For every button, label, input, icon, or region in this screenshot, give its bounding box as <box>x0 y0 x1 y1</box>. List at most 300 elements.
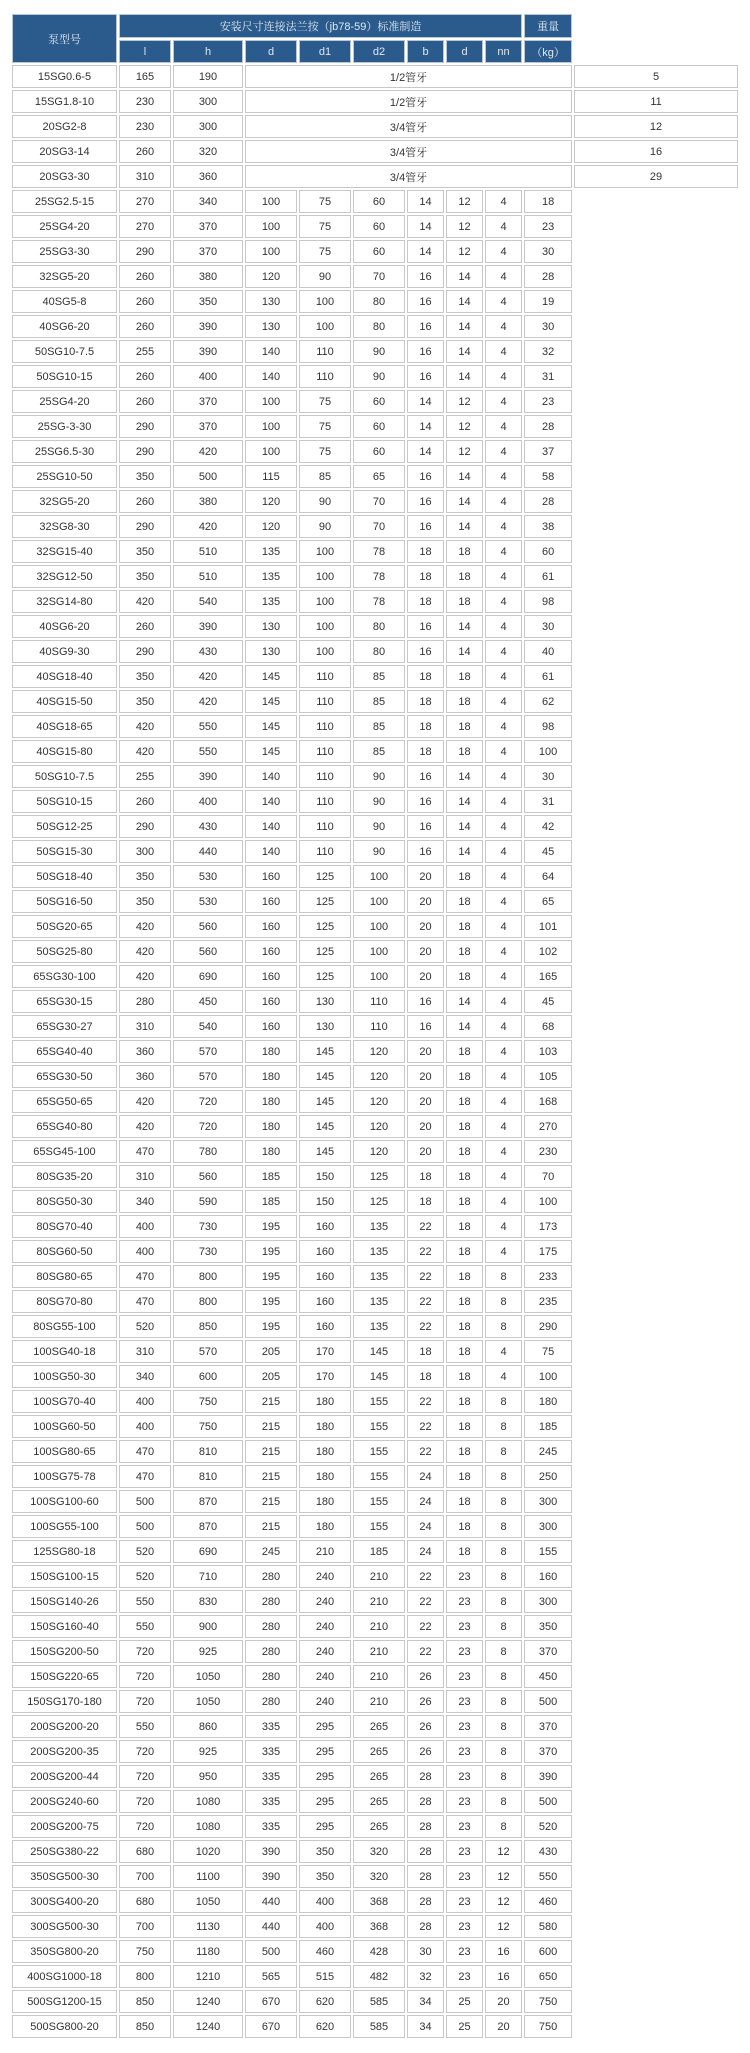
table-row <box>12 1565 738 1588</box>
table-row <box>12 1940 738 1963</box>
table-row <box>12 1090 738 1113</box>
table-row <box>12 1315 738 1338</box>
cell-d: 160 <box>245 890 297 913</box>
table-row <box>12 490 738 513</box>
cell-model: 100SG60-50 <box>12 1415 117 1438</box>
cell-b: 16 <box>407 490 444 513</box>
cell-b: 16 <box>407 615 444 638</box>
cell-b: 32 <box>407 1965 444 1988</box>
cell-l: 360 <box>119 1065 171 1088</box>
cell-d-bolt: 12 <box>446 215 483 238</box>
cell-d: 160 <box>245 1015 297 1038</box>
cell-h: 420 <box>173 690 243 713</box>
cell-weight: 460 <box>524 1890 572 1913</box>
cell-l: 230 <box>119 90 171 113</box>
header-model: 泵型号 <box>12 14 117 63</box>
cell-weight: 370 <box>524 1740 572 1763</box>
cell-model: 65SG30-100 <box>12 965 117 988</box>
cell-nn: 4 <box>485 1015 522 1038</box>
cell-l: 350 <box>119 540 171 563</box>
cell-d1: 100 <box>299 590 351 613</box>
table-row <box>12 1515 738 1538</box>
cell-nn: 12 <box>485 1865 522 1888</box>
cell-model: 200SG200-44 <box>12 1765 117 1788</box>
cell-weight: 75 <box>524 1340 572 1363</box>
cell-nn: 4 <box>485 290 522 313</box>
cell-weight: 430 <box>524 1840 572 1863</box>
cell-d2: 210 <box>353 1590 405 1613</box>
cell-d1: 160 <box>299 1240 351 1263</box>
cell-nn: 20 <box>485 2015 522 2038</box>
cell-d1: 100 <box>299 565 351 588</box>
cell-weight: 100 <box>524 1365 572 1388</box>
cell-l: 720 <box>119 1665 171 1688</box>
cell-weight: 18 <box>524 190 572 213</box>
cell-d: 180 <box>245 1115 297 1138</box>
cell-h: 420 <box>173 515 243 538</box>
table-row <box>12 365 738 388</box>
cell-h: 570 <box>173 1065 243 1088</box>
cell-d2: 70 <box>353 490 405 513</box>
cell-flange-thread: 3/4管牙 <box>245 165 572 188</box>
cell-model: 40SG9-30 <box>12 640 117 663</box>
cell-h: 560 <box>173 940 243 963</box>
cell-d1: 125 <box>299 940 351 963</box>
cell-d2: 78 <box>353 565 405 588</box>
cell-d: 145 <box>245 715 297 738</box>
cell-weight: 5 <box>574 65 738 88</box>
cell-d: 670 <box>245 1990 297 2013</box>
cell-flange-thread: 3/4管牙 <box>245 115 572 138</box>
cell-h: 190 <box>173 65 243 88</box>
cell-d1: 295 <box>299 1815 351 1838</box>
cell-l: 260 <box>119 315 171 338</box>
cell-d2: 482 <box>353 1965 405 1988</box>
cell-h: 550 <box>173 740 243 763</box>
cell-d-bolt: 18 <box>446 940 483 963</box>
cell-d2: 80 <box>353 290 405 313</box>
cell-h: 390 <box>173 765 243 788</box>
cell-d: 160 <box>245 940 297 963</box>
cell-l: 350 <box>119 665 171 688</box>
cell-d: 180 <box>245 1090 297 1113</box>
cell-d-bolt: 23 <box>446 1865 483 1888</box>
cell-model: 500SG800-20 <box>12 2015 117 2038</box>
cell-d1: 110 <box>299 690 351 713</box>
cell-model: 350SG800-20 <box>12 1940 117 1963</box>
cell-d2: 145 <box>353 1365 405 1388</box>
cell-weight: 19 <box>524 290 572 313</box>
cell-d-bolt: 23 <box>446 1715 483 1738</box>
cell-model: 20SG2-8 <box>12 115 117 138</box>
cell-l: 720 <box>119 1690 171 1713</box>
cell-h: 380 <box>173 490 243 513</box>
cell-d: 140 <box>245 840 297 863</box>
cell-b: 16 <box>407 815 444 838</box>
cell-b: 18 <box>407 1365 444 1388</box>
cell-weight: 245 <box>524 1440 572 1463</box>
cell-d1: 295 <box>299 1715 351 1738</box>
cell-d2: 60 <box>353 415 405 438</box>
cell-nn: 4 <box>485 1065 522 1088</box>
cell-weight: 390 <box>524 1765 572 1788</box>
cell-d: 565 <box>245 1965 297 1988</box>
header-col-h: h <box>173 40 243 63</box>
cell-nn: 12 <box>485 1840 522 1863</box>
cell-d: 440 <box>245 1915 297 1938</box>
cell-d: 185 <box>245 1190 297 1213</box>
cell-d-bolt: 14 <box>446 315 483 338</box>
cell-l: 420 <box>119 590 171 613</box>
cell-h: 720 <box>173 1090 243 1113</box>
cell-nn: 4 <box>485 340 522 363</box>
cell-nn: 8 <box>485 1440 522 1463</box>
cell-model: 50SG10-7.5 <box>12 765 117 788</box>
table-row <box>12 1715 738 1738</box>
cell-d1: 75 <box>299 240 351 263</box>
cell-l: 400 <box>119 1215 171 1238</box>
cell-d-bolt: 23 <box>446 1965 483 1988</box>
cell-l: 260 <box>119 265 171 288</box>
cell-h: 530 <box>173 865 243 888</box>
cell-weight: 300 <box>524 1515 572 1538</box>
table-row <box>12 1815 738 1838</box>
cell-l: 260 <box>119 390 171 413</box>
cell-weight: 600 <box>524 1940 572 1963</box>
cell-model: 50SG20-65 <box>12 915 117 938</box>
cell-d1: 125 <box>299 890 351 913</box>
cell-h: 590 <box>173 1190 243 1213</box>
cell-d2: 155 <box>353 1415 405 1438</box>
cell-nn: 4 <box>485 965 522 988</box>
table-row <box>12 1590 738 1613</box>
cell-d: 115 <box>245 465 297 488</box>
cell-h: 750 <box>173 1415 243 1438</box>
cell-l: 400 <box>119 1415 171 1438</box>
cell-d: 195 <box>245 1265 297 1288</box>
cell-b: 18 <box>407 715 444 738</box>
cell-d-bolt: 14 <box>446 765 483 788</box>
cell-h: 1180 <box>173 1940 243 1963</box>
cell-weight: 38 <box>524 515 572 538</box>
cell-b: 30 <box>407 1940 444 1963</box>
cell-model: 300SG500-30 <box>12 1915 117 1938</box>
cell-d: 140 <box>245 815 297 838</box>
cell-l: 400 <box>119 1240 171 1263</box>
cell-d2: 320 <box>353 1865 405 1888</box>
cell-b: 24 <box>407 1540 444 1563</box>
table-row <box>12 990 738 1013</box>
cell-h: 710 <box>173 1565 243 1588</box>
cell-h: 720 <box>173 1115 243 1138</box>
cell-weight: 450 <box>524 1665 572 1688</box>
cell-l: 800 <box>119 1965 171 1988</box>
cell-model: 100SG55-100 <box>12 1515 117 1538</box>
cell-d1: 240 <box>299 1615 351 1638</box>
cell-d2: 100 <box>353 940 405 963</box>
cell-b: 28 <box>407 1765 444 1788</box>
cell-d: 120 <box>245 490 297 513</box>
cell-nn: 4 <box>485 765 522 788</box>
cell-model: 150SG100-15 <box>12 1565 117 1588</box>
cell-h: 560 <box>173 1165 243 1188</box>
table-row <box>12 340 738 363</box>
cell-nn: 8 <box>485 1540 522 1563</box>
cell-nn: 8 <box>485 1465 522 1488</box>
cell-d: 120 <box>245 265 297 288</box>
cell-model: 80SG50-30 <box>12 1190 117 1213</box>
cell-b: 16 <box>407 515 444 538</box>
cell-d1: 110 <box>299 840 351 863</box>
cell-nn: 20 <box>485 1990 522 2013</box>
cell-h: 450 <box>173 990 243 1013</box>
cell-d2: 155 <box>353 1490 405 1513</box>
cell-h: 1210 <box>173 1965 243 1988</box>
cell-l: 470 <box>119 1465 171 1488</box>
cell-weight: 750 <box>524 2015 572 2038</box>
cell-d-bolt: 18 <box>446 1140 483 1163</box>
table-row <box>12 715 738 738</box>
cell-model: 40SG15-50 <box>12 690 117 713</box>
cell-weight: 270 <box>524 1115 572 1138</box>
cell-d1: 145 <box>299 1115 351 1138</box>
table-row <box>12 965 738 988</box>
cell-h: 750 <box>173 1390 243 1413</box>
cell-l: 310 <box>119 165 171 188</box>
cell-d-bolt: 18 <box>446 1115 483 1138</box>
cell-d: 130 <box>245 290 297 313</box>
cell-d2: 60 <box>353 440 405 463</box>
cell-b: 16 <box>407 840 444 863</box>
cell-d: 100 <box>245 440 297 463</box>
cell-nn: 4 <box>485 940 522 963</box>
cell-d1: 75 <box>299 440 351 463</box>
cell-weight: 65 <box>524 890 572 913</box>
table-row <box>12 215 738 238</box>
cell-h: 430 <box>173 640 243 663</box>
cell-d1: 620 <box>299 2015 351 2038</box>
cell-l: 720 <box>119 1790 171 1813</box>
cell-h: 850 <box>173 1315 243 1338</box>
cell-d-bolt: 14 <box>446 1015 483 1038</box>
cell-l: 520 <box>119 1315 171 1338</box>
cell-d-bolt: 12 <box>446 190 483 213</box>
cell-b: 16 <box>407 315 444 338</box>
cell-d: 335 <box>245 1815 297 1838</box>
cell-model: 50SG10-15 <box>12 790 117 813</box>
cell-nn: 4 <box>485 715 522 738</box>
cell-b: 20 <box>407 965 444 988</box>
cell-weight: 175 <box>524 1240 572 1263</box>
cell-nn: 4 <box>485 1215 522 1238</box>
cell-weight: 62 <box>524 690 572 713</box>
cell-d-bolt: 14 <box>446 490 483 513</box>
cell-d1: 90 <box>299 515 351 538</box>
cell-b: 26 <box>407 1715 444 1738</box>
cell-weight: 32 <box>524 340 572 363</box>
table-row <box>12 1490 738 1513</box>
cell-d1: 295 <box>299 1765 351 1788</box>
cell-l: 550 <box>119 1590 171 1613</box>
cell-d-bolt: 18 <box>446 1440 483 1463</box>
cell-weight: 300 <box>524 1590 572 1613</box>
cell-nn: 4 <box>485 515 522 538</box>
cell-l: 420 <box>119 715 171 738</box>
cell-b: 16 <box>407 640 444 663</box>
cell-d2: 368 <box>353 1890 405 1913</box>
cell-weight: 23 <box>524 390 572 413</box>
cell-d: 215 <box>245 1465 297 1488</box>
cell-d2: 100 <box>353 890 405 913</box>
cell-d-bolt: 12 <box>446 240 483 263</box>
cell-h: 1080 <box>173 1790 243 1813</box>
header-col-d1: d1 <box>299 40 351 63</box>
cell-d2: 210 <box>353 1615 405 1638</box>
cell-nn: 8 <box>485 1265 522 1288</box>
cell-d1: 295 <box>299 1740 351 1763</box>
cell-d2: 70 <box>353 515 405 538</box>
cell-l: 470 <box>119 1440 171 1463</box>
cell-d: 280 <box>245 1590 297 1613</box>
cell-model: 350SG500-30 <box>12 1865 117 1888</box>
cell-l: 720 <box>119 1640 171 1663</box>
cell-model: 65SG30-15 <box>12 990 117 1013</box>
cell-b: 18 <box>407 740 444 763</box>
cell-model: 40SG6-20 <box>12 315 117 338</box>
cell-d1: 110 <box>299 790 351 813</box>
cell-d: 160 <box>245 915 297 938</box>
cell-d-bolt: 23 <box>446 1590 483 1613</box>
cell-h: 1240 <box>173 2015 243 2038</box>
cell-d-bolt: 18 <box>446 715 483 738</box>
table-row <box>12 540 738 563</box>
cell-d1: 295 <box>299 1790 351 1813</box>
cell-d1: 150 <box>299 1165 351 1188</box>
cell-d2: 60 <box>353 190 405 213</box>
cell-weight: 12 <box>574 115 738 138</box>
cell-b: 16 <box>407 765 444 788</box>
cell-weight: 290 <box>524 1315 572 1338</box>
cell-h: 300 <box>173 90 243 113</box>
cell-weight: 520 <box>524 1815 572 1838</box>
cell-b: 28 <box>407 1815 444 1838</box>
cell-weight: 155 <box>524 1540 572 1563</box>
cell-d-bolt: 18 <box>446 1365 483 1388</box>
cell-d: 280 <box>245 1615 297 1638</box>
cell-d: 205 <box>245 1340 297 1363</box>
table-row <box>12 840 738 863</box>
cell-d: 335 <box>245 1765 297 1788</box>
cell-model: 150SG220-65 <box>12 1665 117 1688</box>
cell-d-bolt: 18 <box>446 1215 483 1238</box>
cell-d-bolt: 18 <box>446 665 483 688</box>
cell-b: 18 <box>407 1340 444 1363</box>
cell-model: 32SG8-30 <box>12 515 117 538</box>
cell-model: 15SG1.8-10 <box>12 90 117 113</box>
cell-d: 130 <box>245 640 297 663</box>
cell-l: 290 <box>119 815 171 838</box>
cell-h: 1130 <box>173 1915 243 1938</box>
cell-model: 25SG6.5-30 <box>12 440 117 463</box>
cell-weight: 70 <box>524 1165 572 1188</box>
cell-h: 690 <box>173 1540 243 1563</box>
cell-weight: 750 <box>524 1990 572 2013</box>
cell-l: 260 <box>119 615 171 638</box>
cell-l: 300 <box>119 840 171 863</box>
cell-d-bolt: 18 <box>446 740 483 763</box>
cell-d2: 125 <box>353 1165 405 1188</box>
cell-d-bolt: 18 <box>446 1540 483 1563</box>
cell-model: 40SG15-80 <box>12 740 117 763</box>
cell-weight: 173 <box>524 1215 572 1238</box>
cell-h: 1080 <box>173 1815 243 1838</box>
cell-model: 32SG12-50 <box>12 565 117 588</box>
cell-d: 180 <box>245 1040 297 1063</box>
cell-model: 80SG70-80 <box>12 1290 117 1313</box>
cell-h: 430 <box>173 815 243 838</box>
cell-model: 500SG1200-15 <box>12 1990 117 2013</box>
table-row <box>12 1040 738 1063</box>
cell-nn: 4 <box>485 1240 522 1263</box>
cell-nn: 8 <box>485 1690 522 1713</box>
cell-h: 540 <box>173 590 243 613</box>
cell-flange-thread: 3/4管牙 <box>245 140 572 163</box>
cell-d2: 265 <box>353 1715 405 1738</box>
cell-model: 65SG45-100 <box>12 1140 117 1163</box>
cell-l: 520 <box>119 1565 171 1588</box>
cell-nn: 4 <box>485 590 522 613</box>
cell-b: 20 <box>407 1115 444 1138</box>
cell-d1: 75 <box>299 215 351 238</box>
table-row <box>12 765 738 788</box>
table-row <box>12 1415 738 1438</box>
cell-b: 20 <box>407 915 444 938</box>
table-row <box>12 890 738 913</box>
cell-d-bolt: 18 <box>446 915 483 938</box>
cell-weight: 40 <box>524 640 572 663</box>
cell-d: 215 <box>245 1415 297 1438</box>
cell-h: 1100 <box>173 1865 243 1888</box>
cell-d-bolt: 18 <box>446 865 483 888</box>
cell-model: 400SG1000-18 <box>12 1965 117 1988</box>
cell-weight: 28 <box>524 490 572 513</box>
cell-h: 1050 <box>173 1665 243 1688</box>
cell-d: 145 <box>245 665 297 688</box>
cell-b: 22 <box>407 1440 444 1463</box>
cell-b: 24 <box>407 1490 444 1513</box>
cell-d: 145 <box>245 690 297 713</box>
cell-d-bolt: 18 <box>446 1240 483 1263</box>
cell-d-bolt: 18 <box>446 1165 483 1188</box>
cell-d2: 120 <box>353 1065 405 1088</box>
cell-d-bolt: 18 <box>446 540 483 563</box>
cell-d-bolt: 23 <box>446 1790 483 1813</box>
cell-d2: 135 <box>353 1240 405 1263</box>
cell-d: 160 <box>245 990 297 1013</box>
cell-d-bolt: 14 <box>446 815 483 838</box>
cell-l: 420 <box>119 940 171 963</box>
cell-h: 370 <box>173 215 243 238</box>
cell-h: 950 <box>173 1765 243 1788</box>
cell-d-bolt: 14 <box>446 515 483 538</box>
cell-d-bolt: 18 <box>446 1265 483 1288</box>
cell-nn: 4 <box>485 190 522 213</box>
cell-weight: 300 <box>524 1490 572 1513</box>
cell-model: 20SG3-14 <box>12 140 117 163</box>
cell-flange-thread: 1/2管牙 <box>245 90 572 113</box>
cell-nn: 8 <box>485 1815 522 1838</box>
cell-h: 320 <box>173 140 243 163</box>
